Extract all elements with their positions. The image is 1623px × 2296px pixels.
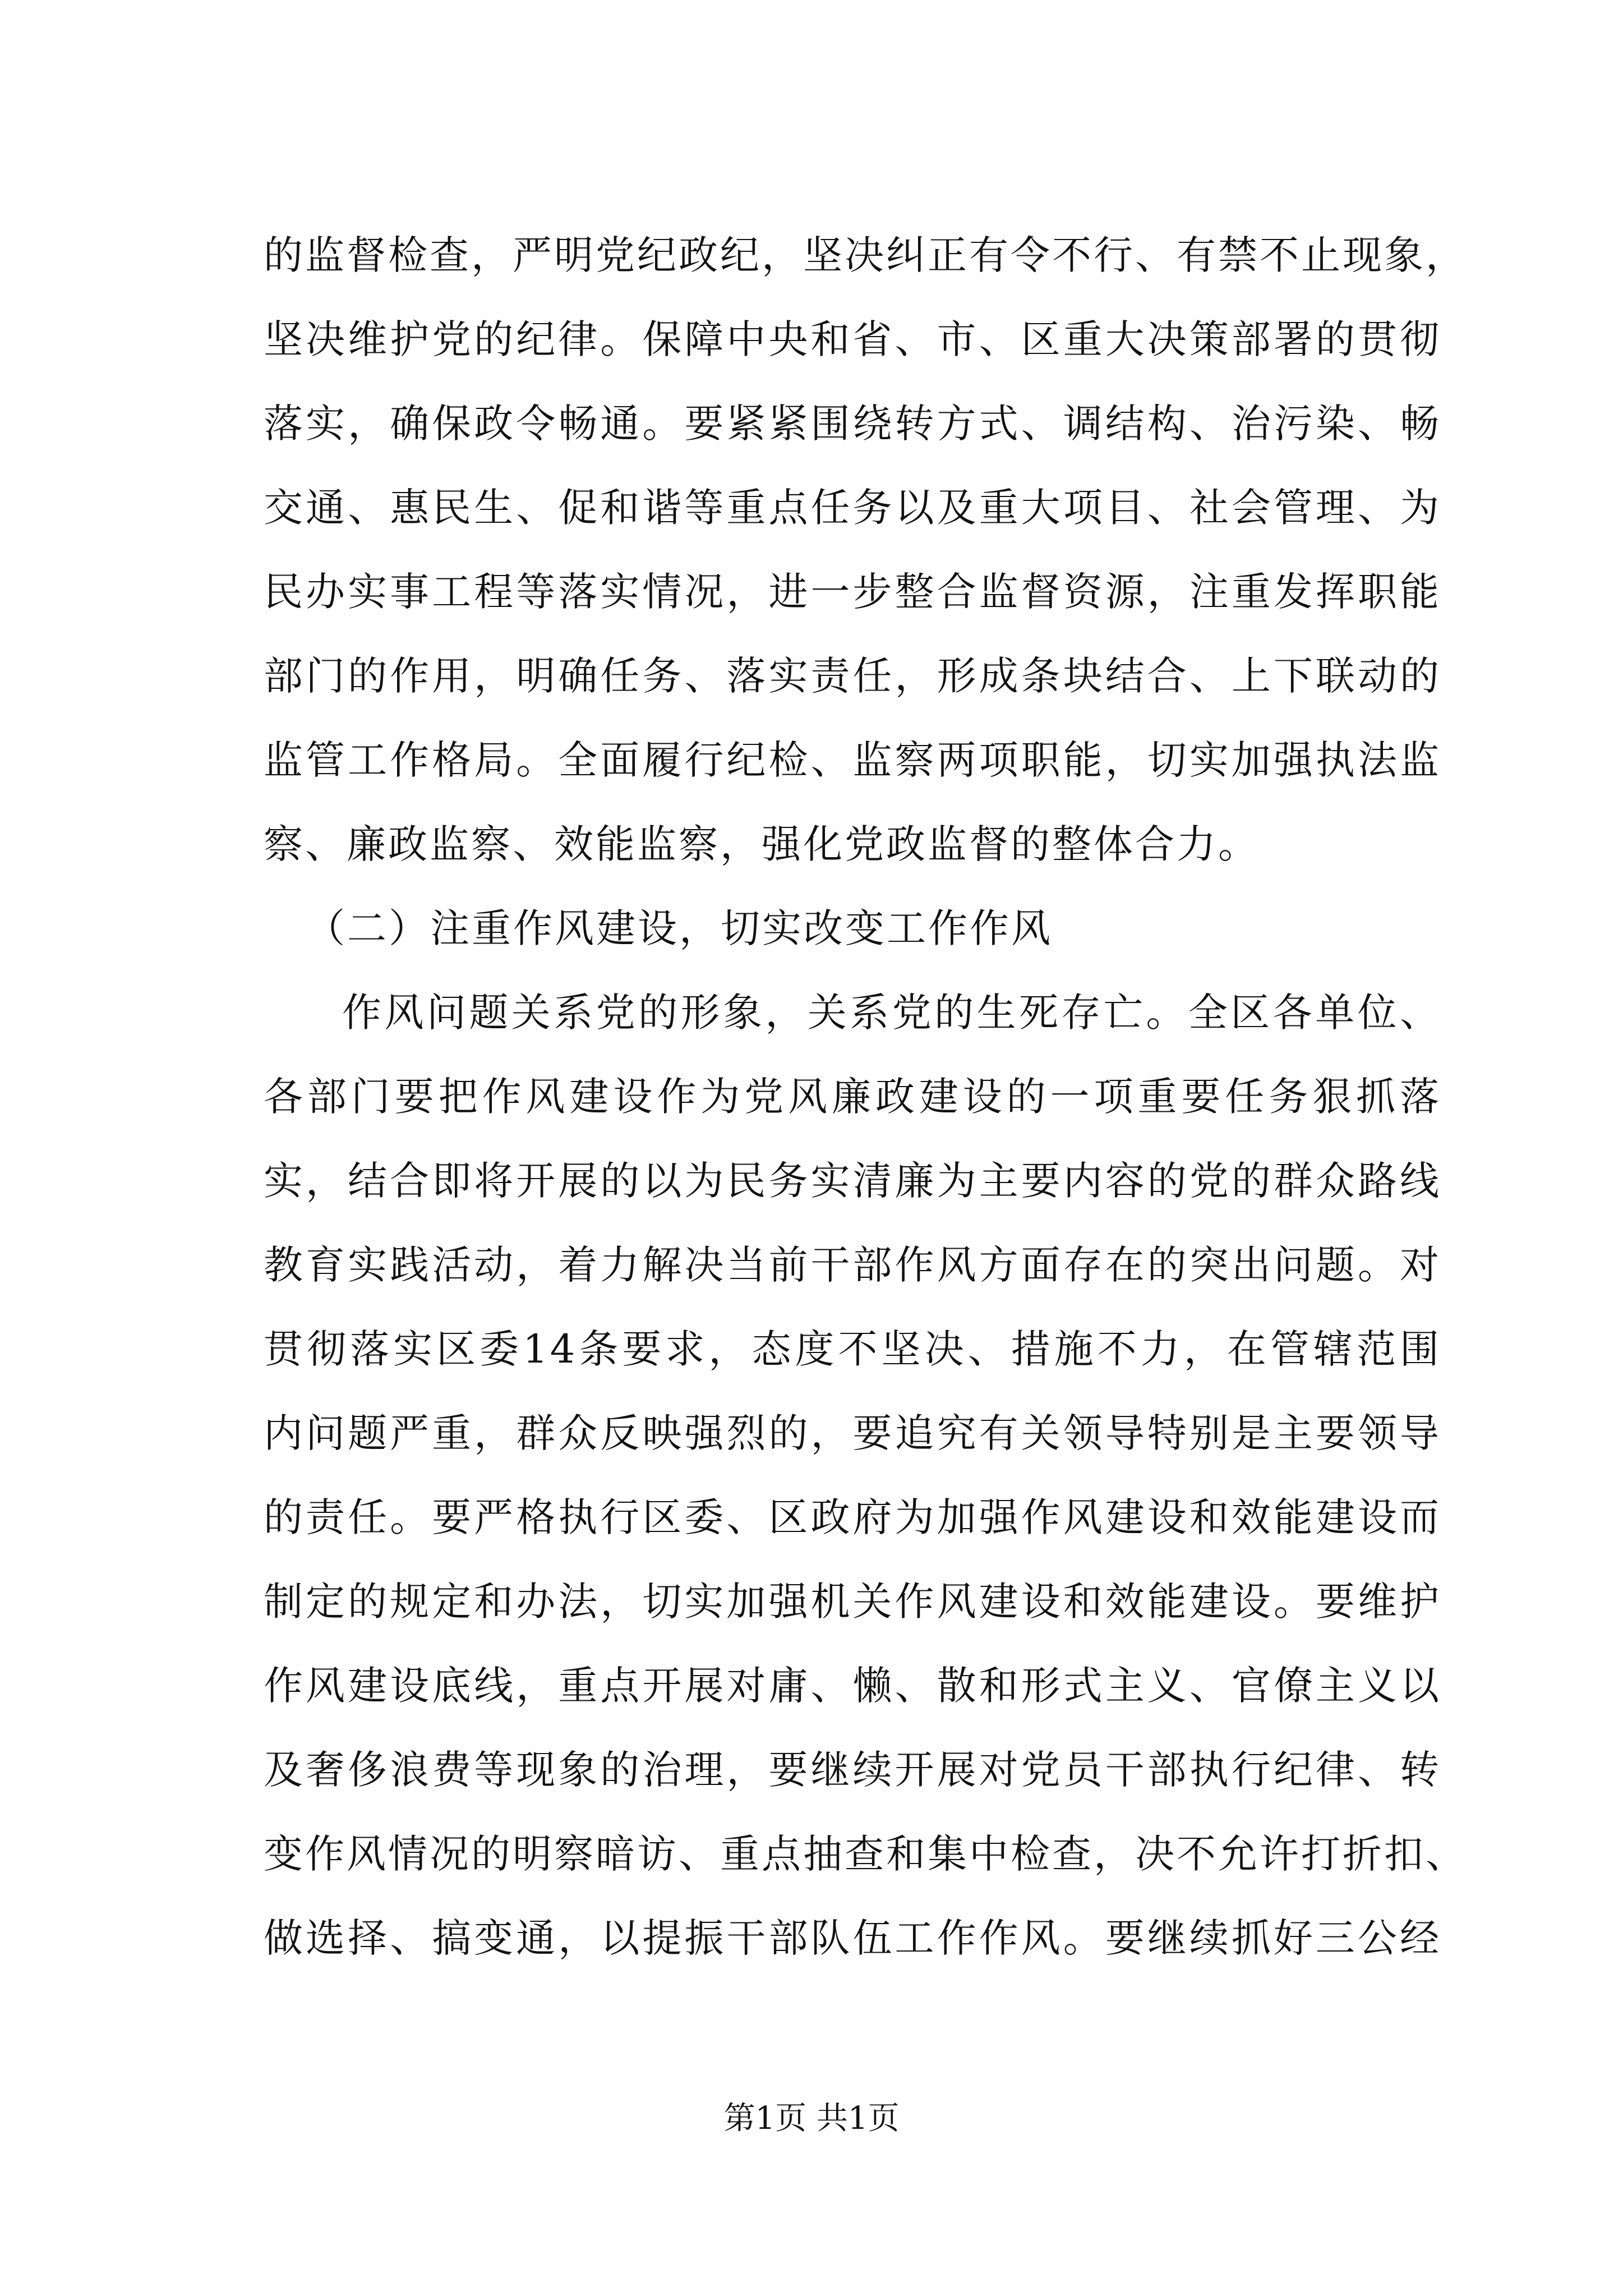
paragraph-line: 落实，确保政令畅通。要紧紧围绕转方式、调结构、治污染、畅 (264, 401, 1441, 447)
paragraph-line: 贯彻落实区委14条要求，态度不坚决、措施不力，在管辖范围 (264, 1326, 1441, 1372)
document-body (264, 213, 1467, 1980)
paragraph-line: 各部门要把作风建设作为党风廉政建设的一项重要任务狠抓落 (264, 1074, 1441, 1120)
paragraph-line: 做选择、搞变通，以提振干部队伍工作作风。要继续抓好三公经 (264, 1915, 1441, 1961)
paragraph-line: 作风问题关系党的形象，关系党的生死存亡。全区各单位、 (342, 990, 1441, 1036)
paragraph-line: 坚决维护党的纪律。保障中央和省、市、区重大决策部署的贯彻 (264, 316, 1441, 362)
paragraph-line: 交通、惠民生、促和谐等重点任务以及重大项目、社会管理、为 (264, 485, 1441, 531)
paragraph-line: 实，结合即将开展的以为民务实清廉为主要内容的党的群众路线 (264, 1158, 1441, 1204)
paragraph-line: 的责任。要严格执行区委、区政府为加强作风建设和效能建设而 (264, 1494, 1441, 1540)
paragraph-line: 的监督检查，严明党纪政纪，坚决纠正有令不行、有禁不止现象， (264, 232, 1467, 278)
page-footer: 第1页 共1页 (723, 2100, 900, 2137)
paragraph-line: 教育实践活动，着力解决当前干部作风方面存在的突出问题。对 (264, 1242, 1441, 1288)
paragraph-line: 内问题严重，群众反映强烈的，要追究有关领导特别是主要领导 (264, 1410, 1441, 1456)
paragraph-line: 民办实事工程等落实情况，进一步整合监督资源，注重发挥职能 (264, 569, 1441, 615)
paragraph-line: 作风建设底线，重点开展对庸、懒、散和形式主义、官僚主义以 (264, 1663, 1441, 1709)
section-heading: （二）注重作风建设，切实改变工作作风 (306, 905, 1053, 951)
paragraph-line: 察、廉政监察、效能监察，强化党政监督的整体合力。 (264, 821, 1260, 867)
paragraph-line: 及奢侈浪费等现象的治理，要继续开展对党员干部执行纪律、转 (264, 1747, 1441, 1793)
paragraph-line: 变作风情况的明察暗访、重点抽查和集中检查，决不允许打折扣、 (264, 1831, 1467, 1877)
paragraph-line: 制定的规定和办法，切实加强机关作风建设和效能建设。要维护 (264, 1579, 1441, 1625)
paragraph-line: 监管工作格局。全面履行纪检、监察两项职能，切实加强执法监 (264, 737, 1441, 783)
paragraph-line: 部门的作用，明确任务、落实责任，形成条块结合、上下联动的 (264, 653, 1441, 699)
